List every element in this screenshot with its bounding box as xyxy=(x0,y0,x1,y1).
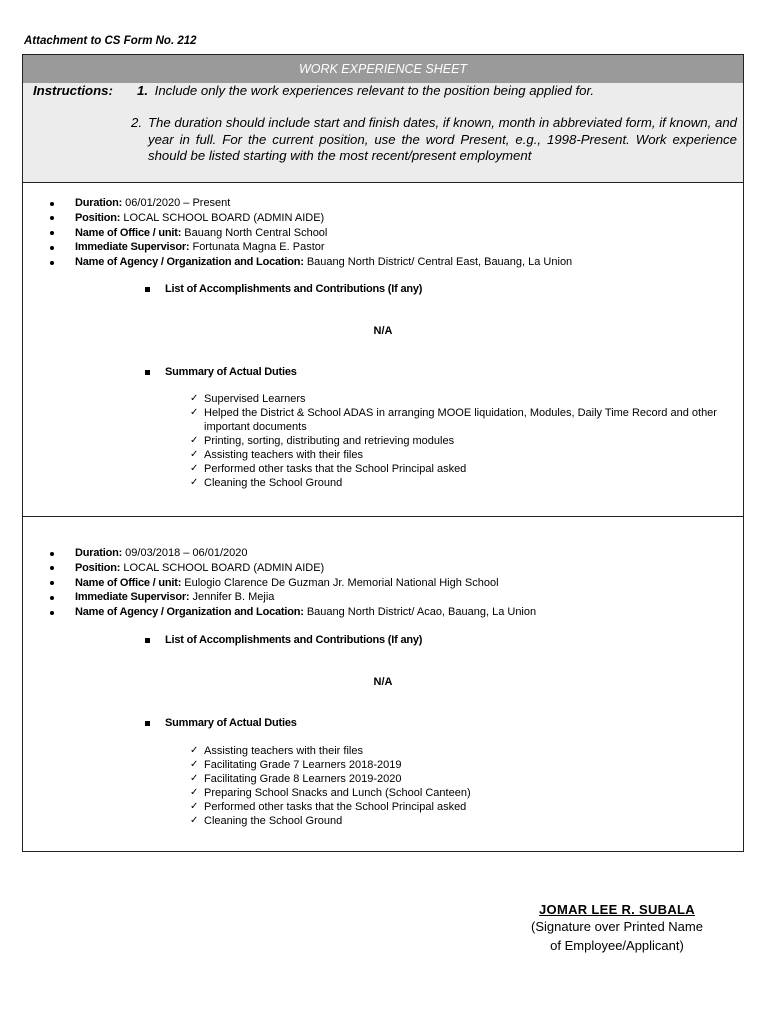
attachment-label: Attachment to CS Form No. 212 xyxy=(24,35,197,47)
field-label: Immediate Supervisor: xyxy=(75,241,190,254)
duty-item xyxy=(190,758,724,772)
field-office xyxy=(23,576,743,591)
checkmark-icon: ✓ xyxy=(190,407,199,418)
duties-heading xyxy=(145,717,297,729)
checkmark-icon: ✓ xyxy=(190,745,199,756)
instruction-item-2-number: 2. xyxy=(131,115,142,130)
duty-text: Performed other tasks that the School Principal asked xyxy=(204,801,467,813)
duty-text: Printing, sorting, distributing and retrieving modules xyxy=(204,435,455,447)
duty-text: Performed other tasks that the School Principal asked xyxy=(204,463,467,475)
field-value: Jennifer B. Mejia xyxy=(192,591,275,604)
field-duration xyxy=(23,196,743,211)
field-supervisor xyxy=(23,240,743,255)
duty-item xyxy=(190,744,724,758)
field-value: 06/01/2020 – Present xyxy=(125,197,231,209)
accomplishments-value: N/A xyxy=(373,676,393,688)
signature-caption-line-2: of Employee/Applicant) xyxy=(550,938,684,953)
checkmark-icon: ✓ xyxy=(190,773,199,784)
field-position xyxy=(23,211,743,226)
field-value: Bauang North District/ Central East, Bauang, La Union xyxy=(306,256,573,269)
signature-caption-line-1: (Signature over Printed Name xyxy=(531,919,703,934)
duty-item xyxy=(190,392,724,406)
square-bullet-icon xyxy=(145,721,150,726)
duty-text: Supervised Learners xyxy=(204,393,306,405)
signatory-name: JOMAR LEE R. SUBALA xyxy=(539,902,695,917)
square-bullet-icon xyxy=(145,370,150,375)
duty-text: Assisting teachers with their files xyxy=(204,449,363,461)
bullet-icon xyxy=(50,552,54,556)
bullet-icon xyxy=(50,202,54,206)
bullet-icon xyxy=(50,611,54,615)
work-entry xyxy=(23,546,743,827)
bullet-icon xyxy=(50,246,54,250)
field-label: Name of Agency / Organization and Location: xyxy=(75,256,304,269)
field-value: Bauang North Central School xyxy=(184,226,328,239)
duty-item xyxy=(190,434,724,448)
instruction-item-1 xyxy=(137,83,594,100)
field-agency xyxy=(23,605,743,620)
checkmark-icon: ✓ xyxy=(190,787,199,798)
duties-label: Summary of Actual Duties xyxy=(165,366,297,378)
field-value: 09/03/2018 – 06/01/2020 xyxy=(125,547,248,559)
instruction-item-1-number: 1. xyxy=(137,83,148,98)
duties-heading xyxy=(145,366,297,378)
signature-block xyxy=(506,902,728,955)
bullet-icon xyxy=(50,261,54,265)
duty-item xyxy=(190,772,724,786)
duty-text: Facilitating Grade 8 Learners 2019-2020 xyxy=(204,773,402,785)
duty-item xyxy=(190,406,724,434)
work-experience-sheet xyxy=(22,54,744,852)
field-value: Fortunata Magna E. Pastor xyxy=(192,241,325,254)
field-label: Immediate Supervisor: xyxy=(75,591,190,604)
bullet-icon xyxy=(50,566,54,570)
duty-item xyxy=(190,462,724,476)
entry-fields xyxy=(23,196,743,270)
checkmark-icon: ✓ xyxy=(190,759,199,770)
entry-divider xyxy=(23,516,743,517)
duty-item xyxy=(190,476,724,490)
checkmark-icon: ✓ xyxy=(190,435,199,446)
duty-text: Cleaning the School Ground xyxy=(204,477,343,489)
field-office xyxy=(23,226,743,241)
field-supervisor xyxy=(23,590,743,605)
bullet-icon xyxy=(50,216,54,220)
entry-fields xyxy=(23,546,743,620)
field-label: Duration: xyxy=(75,197,123,209)
duty-text: Assisting teachers with their files xyxy=(204,745,363,757)
square-bullet-icon xyxy=(145,287,150,292)
field-duration xyxy=(23,546,743,561)
checkmark-icon: ✓ xyxy=(190,477,199,488)
instruction-item-2-text: The duration should include start and finish dates, if known, month in abbreviated form, if known, and year in full. For the current position, use the word Present, e.g., 1998-Present. Work experience should be listed starting with the most recent/present employment xyxy=(148,115,737,163)
duty-item xyxy=(190,814,724,828)
field-value: Eulogio Clarence De Guzman Jr. Memorial National High School xyxy=(184,576,499,589)
square-bullet-icon xyxy=(145,638,150,643)
accomplishments-label: List of Accomplishments and Contributions (If any) xyxy=(165,634,423,646)
bullet-icon xyxy=(50,581,54,585)
field-value: LOCAL SCHOOL BOARD (ADMIN AIDE) xyxy=(123,561,325,574)
field-label: Position: xyxy=(75,211,121,224)
checkmark-icon: ✓ xyxy=(190,393,199,404)
accomplishments-value: N/A xyxy=(373,325,393,337)
bullet-icon xyxy=(50,231,54,235)
duty-text: Preparing School Snacks and Lunch (School Canteen) xyxy=(204,787,471,799)
bullet-icon xyxy=(50,596,54,600)
field-value: Bauang North District/ Acao, Bauang, La Union xyxy=(306,606,537,619)
accomplishments-label: List of Accomplishments and Contributions (If any) xyxy=(165,283,423,295)
duty-text: Helped the District & School ADAS in arranging MOOE liquidation, Modules, Daily Time Record and other important documents xyxy=(204,407,717,433)
instruction-item-1-text: Include only the work experiences relevant to the position being applied for. xyxy=(154,83,595,98)
duties-list xyxy=(190,744,724,828)
checkmark-icon: ✓ xyxy=(190,815,199,826)
accomplishments-heading xyxy=(145,634,422,646)
field-position xyxy=(23,561,743,576)
duty-text: Cleaning the School Ground xyxy=(204,815,343,827)
duties-list xyxy=(190,392,724,490)
field-label: Name of Office / unit: xyxy=(75,576,182,589)
work-entry xyxy=(23,196,743,489)
instructions-box xyxy=(23,83,743,183)
checkmark-icon: ✓ xyxy=(190,463,199,474)
duty-item xyxy=(190,786,724,800)
field-label: Duration: xyxy=(75,547,123,559)
duty-item xyxy=(190,800,724,814)
accomplishments-heading xyxy=(145,283,422,295)
field-label: Name of Agency / Organization and Location: xyxy=(75,606,304,619)
field-label: Name of Office / unit: xyxy=(75,226,182,239)
checkmark-icon: ✓ xyxy=(190,449,199,460)
field-agency xyxy=(23,255,743,270)
field-label: Position: xyxy=(75,561,121,574)
duties-label: Summary of Actual Duties xyxy=(165,717,297,729)
duty-item xyxy=(190,448,724,462)
field-value: LOCAL SCHOOL BOARD (ADMIN AIDE) xyxy=(123,211,325,224)
instructions-label: Instructions: xyxy=(33,83,113,98)
sheet-title: WORK EXPERIENCE SHEET xyxy=(23,55,743,84)
duty-text: Facilitating Grade 7 Learners 2018-2019 xyxy=(204,759,402,771)
checkmark-icon: ✓ xyxy=(190,801,199,812)
